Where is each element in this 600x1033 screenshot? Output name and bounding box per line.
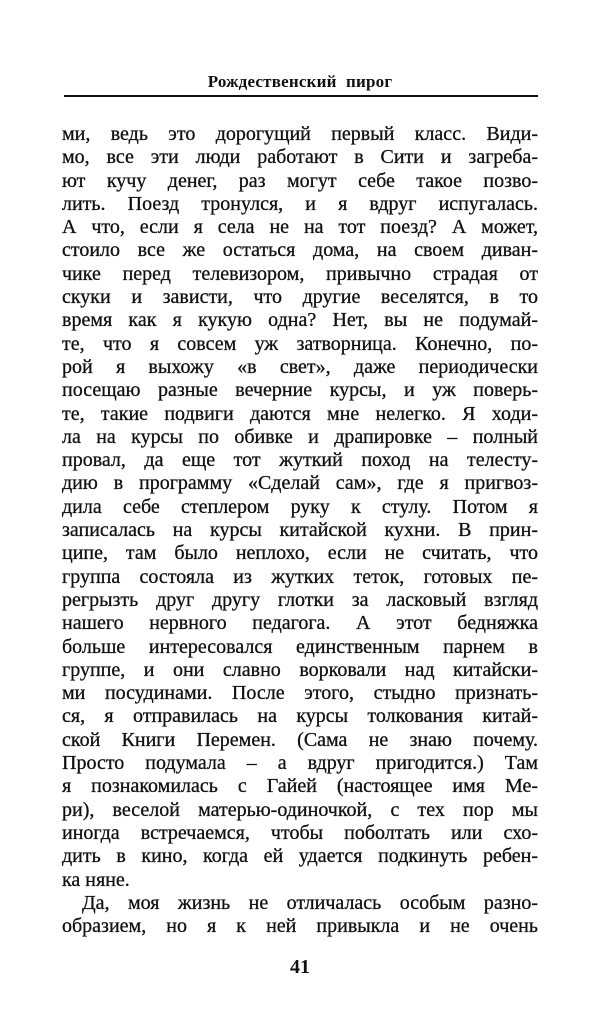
text-line: ся, я отправилась на курсы толкования китай-	[62, 705, 538, 728]
text-line: записалась на курсы китайской кухни. В прин-	[62, 519, 538, 542]
text-line: те, такие подвиги даются мне нелегко. Я ходи-	[62, 402, 538, 425]
text-line: чике перед телевизором, привычно страдая от	[62, 262, 538, 285]
text-line: лить. Поезд тронулся, и я вдруг испугалась.	[62, 192, 538, 215]
text-line: Да, моя жизнь не отличалась особым разно-	[82, 891, 538, 914]
text-line: больше интересовался единственным парнем в	[62, 635, 538, 658]
text-line: дию в программу «Сделай сам», где я пригвоз-	[62, 472, 538, 495]
text-line: ской Книги Перемен. (Сама не знаю почему.	[62, 728, 538, 751]
text-line: ми посудинами. После этого, стыдно признать-	[62, 682, 538, 705]
text-line: ют кучу денег, раз могут себе такое позво-	[62, 169, 538, 192]
header-rule	[64, 95, 538, 97]
text-line: ка няне.	[62, 868, 130, 891]
text-line: образием, но я к ней привыкла и не очень	[62, 915, 538, 938]
text-line: дила себе степлером руку к стулу. Потом я	[62, 495, 538, 518]
text-line: группе, и они славно ворковали над китайски-	[62, 658, 538, 681]
text-line: ципе, там было неплохо, если не считать, что	[62, 542, 538, 565]
text-line: Просто подумала – а вдруг пригодится.) Там	[62, 752, 538, 775]
text-line: ми, ведь это дорогущий первый класс. Види-	[62, 123, 538, 145]
text-line: мо, все эти люди работают в Сити и загреба-	[62, 146, 538, 169]
text-line: те, что я совсем уж затворница. Конечно, по-	[62, 332, 538, 355]
text-line: посещаю разные вечерние курсы, и уж поверь-	[62, 379, 538, 402]
text-line: ла на курсы по обивке и драпировке – полный	[62, 425, 538, 448]
paragraph	[62, 892, 538, 939]
text-line: стоило все же остаться дома, на своем диван-	[62, 239, 538, 262]
text-line: я познакомилась с Гайей (настоящее имя Ме-	[62, 775, 538, 798]
text-line: нашего нервного педагога. А этот бедняжка	[62, 612, 538, 635]
running-header	[62, 72, 538, 92]
text-line: провал, да еще тот жуткий поход на телесту-	[62, 449, 538, 472]
text-line: иногда встречаемся, чтобы поболтать или схо-	[62, 821, 538, 844]
page-body	[62, 123, 538, 938]
text-line: регрызть друг другу глотки за ласковый взгляд	[62, 588, 538, 611]
paragraph	[62, 123, 538, 892]
text-line: время как я кукую одна? Нет, вы не подумай-	[62, 309, 538, 332]
text-line: рой я выхожу «в свет», даже периодически	[62, 355, 538, 378]
text-line: А что, если я села не на тот поезд? А может,	[62, 216, 538, 239]
running-header-text: Рождественский пирог	[207, 72, 393, 91]
text-line: дить в кино, когда ей удается подкинуть ребен-	[62, 845, 538, 868]
text-line: группа состояла из жутких теток, готовых пе-	[62, 565, 538, 588]
page-number: 41	[290, 956, 310, 978]
text-line: ри), веселой матерью-одиночкой, с тех пор мы	[62, 798, 538, 821]
text-line: скуки и зависти, что другие веселятся, в то	[62, 286, 538, 309]
